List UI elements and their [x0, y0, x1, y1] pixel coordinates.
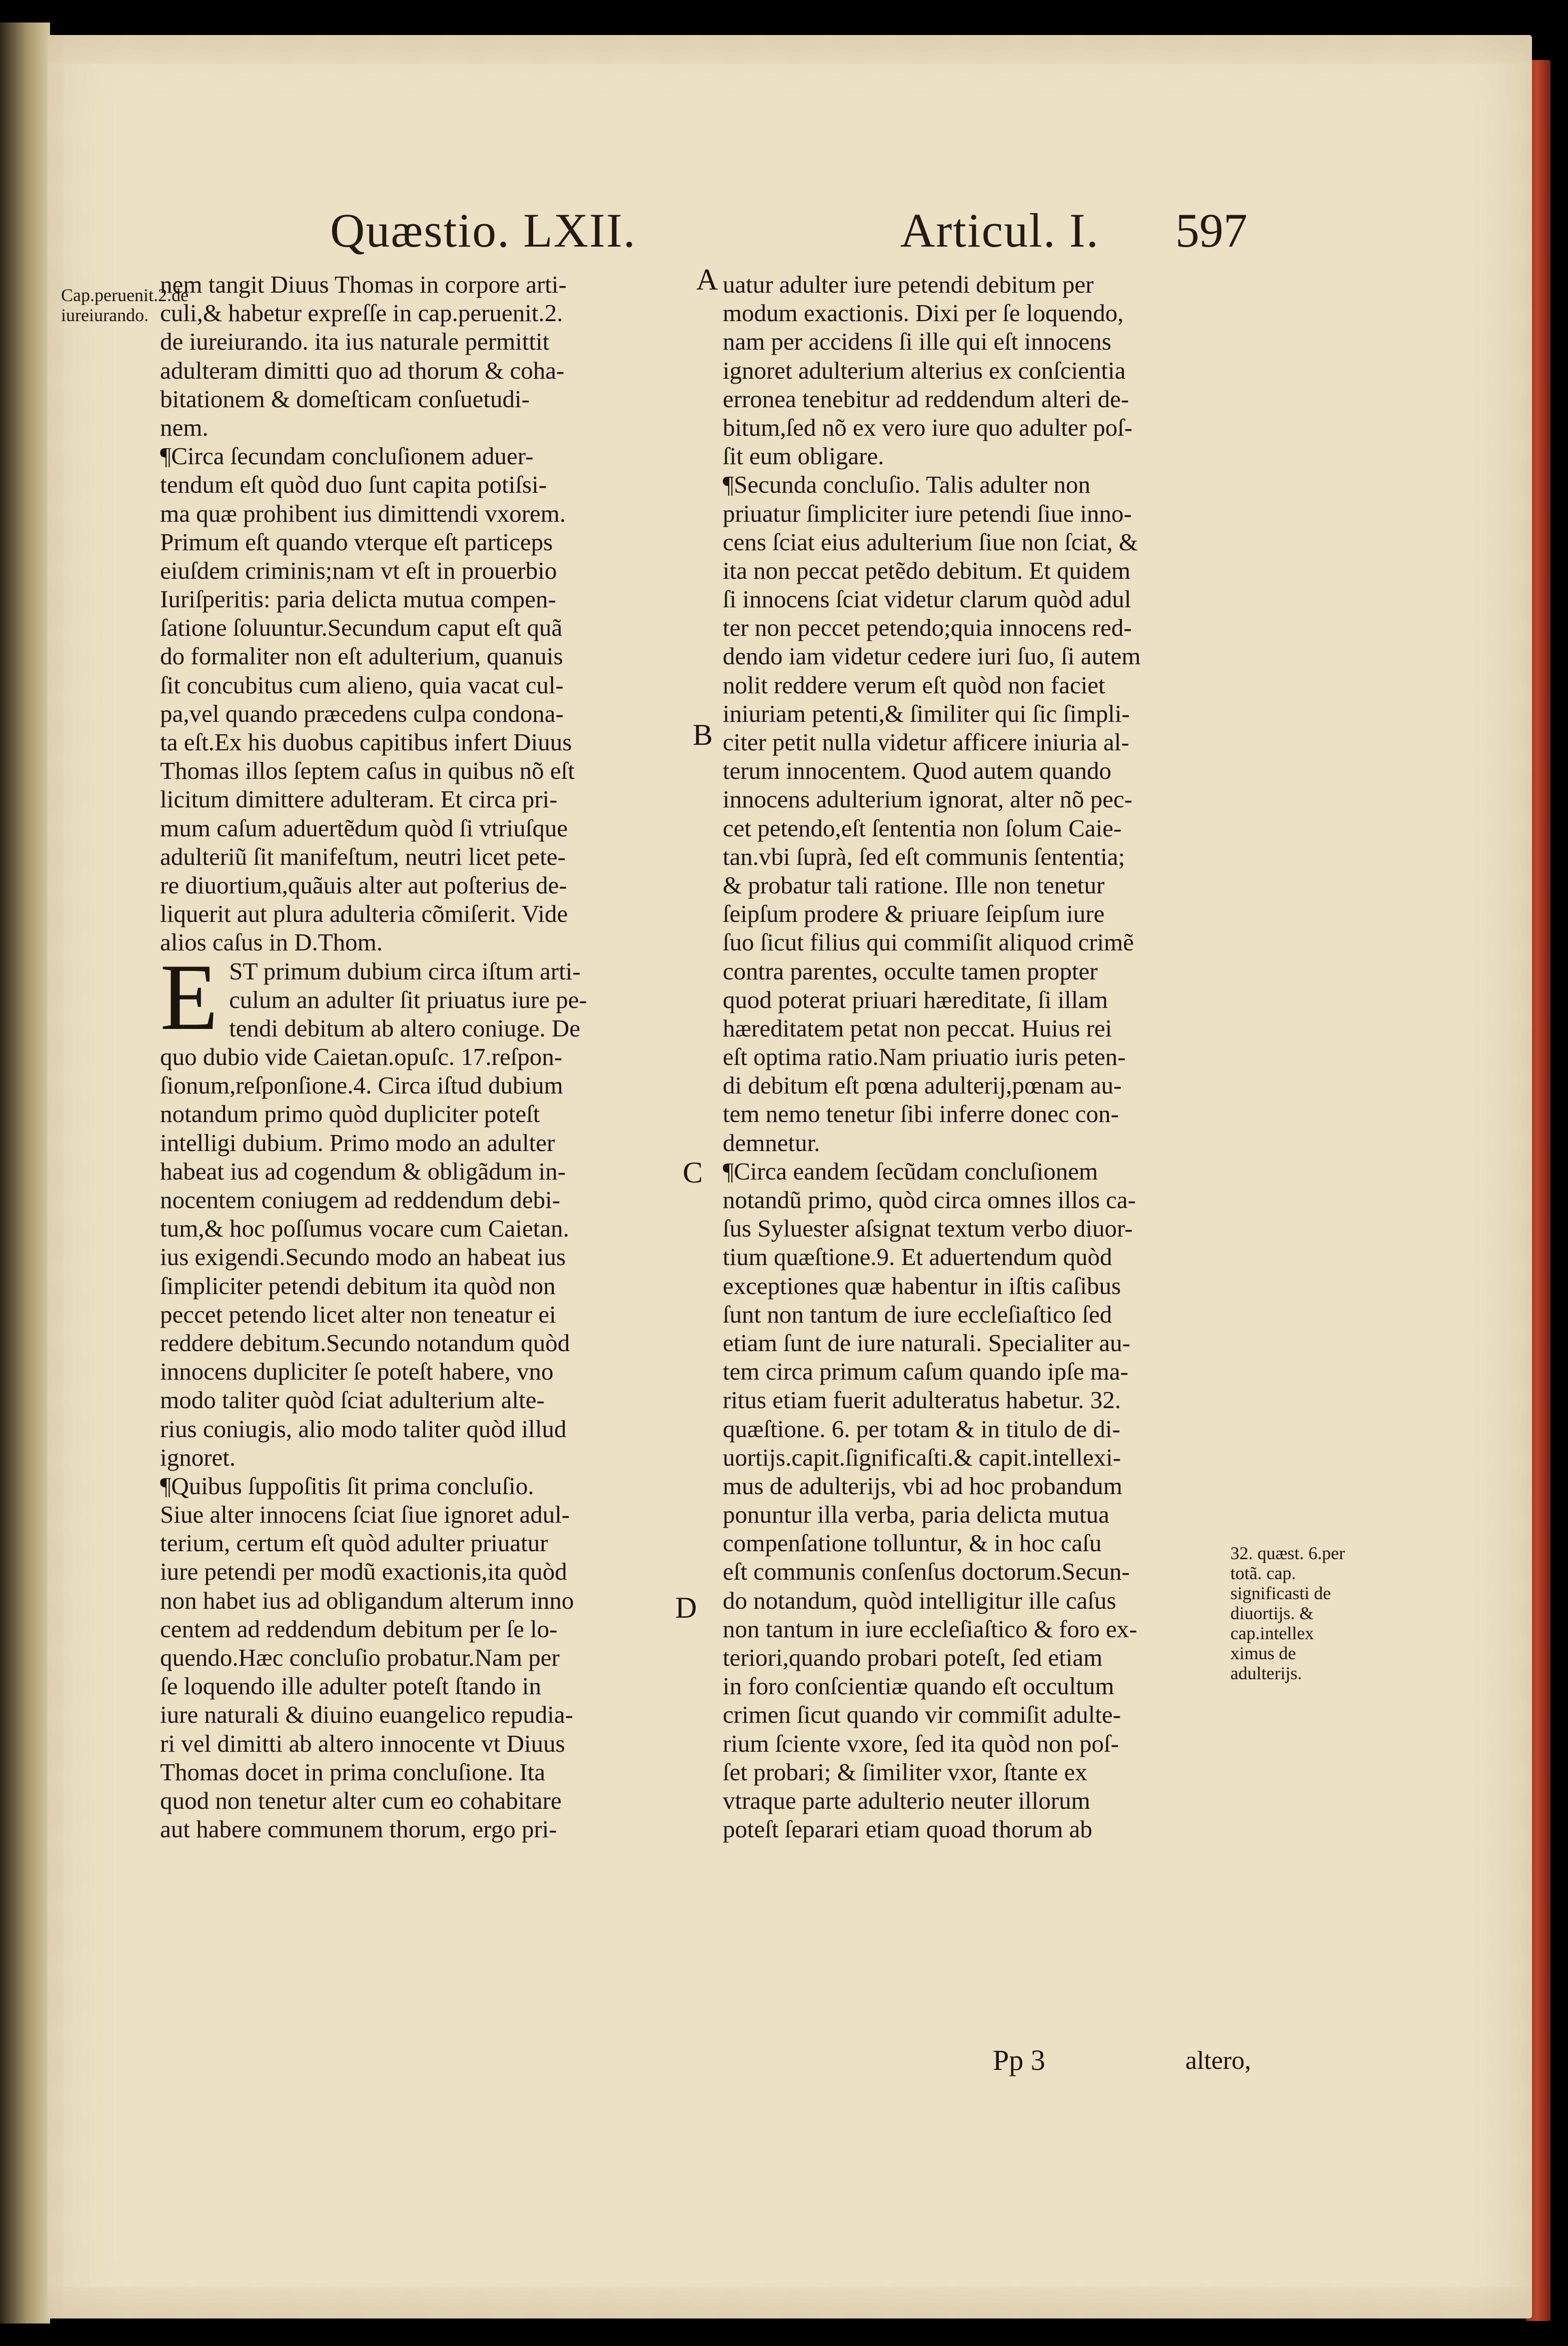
margin-note-left: Cap.peruenit.2.de iureiurando. [61, 285, 189, 325]
text-line: compenſatione tolluntur, & in hoc caſu [723, 1529, 1102, 1557]
text-line: cens ſciat eius adulterium ſiue non ſciat, & [723, 528, 1138, 556]
text-line: Siue alter innocens ſciat ſiue ignoret adul- [160, 1501, 570, 1529]
left-column-part2 [160, 944, 670, 1844]
text-line: hæreditatem petat non peccat. Huius rei [723, 1014, 1112, 1042]
text-line: Iuriſperitis: paria delicta mutua compen- [160, 585, 556, 613]
text-line: modo taliter quòd ſciat adulterium alte- [160, 1386, 545, 1414]
text-line: quo dubio vide Caietan.opuſc. 17.reſpon- [160, 1043, 563, 1071]
text-line: poteſt ſeparari etiam quoad thorum ab [723, 1815, 1092, 1843]
text-line: teriori,quando probari poteſt, ſed etiam [723, 1644, 1103, 1671]
text-line: iure petendi per modũ exactionis,ita quòd [160, 1558, 567, 1586]
text-line: ſunt non tantum de iure eccleſiaſtico ſed [723, 1300, 1112, 1328]
text-line: pa,vel quando præcedens culpa condona- [160, 699, 564, 727]
text-line: ri vel dimitti ab altero innocente vt Diuus [160, 1729, 565, 1757]
text-line: notandum primo quòd dupliciter poteſt [160, 1100, 540, 1128]
text-line: ¶Circa ſecundam concluſionem aduer- [160, 442, 534, 470]
text-line: iniuriam petenti,& ſimiliter qui ſic ſimpli- [723, 699, 1130, 727]
text-line: innocens dupliciter ſe poteſt habere, vno [160, 1358, 554, 1386]
text-line: ſionum,reſponſione.4. Circa iſtud dubium [160, 1071, 563, 1099]
text-line: ma quæ prohibent ius dimittendi vxorem. [160, 499, 566, 527]
text-line: vtraque parte adulterio neuter illorum [723, 1786, 1090, 1814]
text-line: bitum,ſed nõ ex vero iure quo adulter poſ- [723, 413, 1133, 441]
text-line: ius exigendi.Secundo modo an habeat ius [160, 1243, 566, 1271]
left-page-edge [0, 23, 50, 2323]
text-line: ta eſt.Ex his duobus capitibus infert Diuus [160, 728, 572, 756]
text-line: cet petendo,eſt ſententia non ſolum Caie- [723, 814, 1122, 842]
text-line: de iureiurando. ita ius naturale permittit [160, 328, 550, 356]
text-line: eſt optima ratio.Nam priuatio iuris peten- [723, 1043, 1126, 1071]
text-line: ¶Secunda concluſio. Talis adulter non [723, 471, 1090, 499]
text-line: quod poterat priuari hæreditate, ſi illam [723, 985, 1108, 1013]
text-line: ſimpliciter petendi debitum ita quòd non [160, 1272, 556, 1300]
text-line: mum caſum aduertẽdum quòd ſi vtriuſque [160, 814, 568, 842]
right-column [723, 270, 1235, 1843]
text-line: citer petit nulla videtur afficere iniuria al- [723, 728, 1129, 756]
text-line: terum innocentem. Quod autem quando [723, 757, 1111, 785]
text-line: in foro conſcientiæ quando eſt occultum [723, 1672, 1114, 1700]
text-line: ſit eum obligare. [723, 442, 884, 470]
text-line: eiuſdem criminis;nam vt eſt in prouerbio [160, 556, 557, 584]
text-line: uatur adulter iure petendi debitum per [723, 271, 1094, 298]
text-line: habeat ius ad cogendum & obligãdum in- [160, 1157, 566, 1185]
section-letter-a: A [696, 263, 718, 296]
text-line: Thomas docet in prima concluſione. Ita [160, 1758, 546, 1786]
margin-note-right: 32. quæst. 6.per totã. cap. significasti de diuortijs. & cap.intellex ximus de adulterijs. [1230, 1543, 1345, 1683]
page-number: 597 [1175, 204, 1247, 257]
text-line: tum,& hoc poſſumus vocare cum Caietan. [160, 1215, 569, 1243]
text-line: tem nemo tenetur ſibi inferre donec con- [723, 1100, 1119, 1128]
header-right: Articul. I. [900, 204, 1099, 257]
text-line: di debitum eſt pœna adulterij,pœnam au- [723, 1071, 1122, 1099]
text-line: uortijs.capit.ſignificaſti.& capit.intellexi- [723, 1443, 1121, 1471]
text-line: nem. [160, 413, 209, 441]
text-line: intelligi dubium. Primo modo an adulter [160, 1128, 555, 1156]
text-line: quendo.Hæc concluſio probatur.Nam per [160, 1644, 560, 1671]
text-line: non tantum in iure eccleſiaſtico & foro ex- [723, 1615, 1137, 1643]
text-line: crimen ſicut quando vir commiſit adulte- [723, 1701, 1121, 1729]
text-line: liquerit aut plura adulteria cõmiſerit. Vide [160, 900, 568, 928]
text-line: non habet ius ad obligandum alterum inno [160, 1586, 574, 1614]
text-line: mus de adulterijs, vbi ad hoc probandum [723, 1472, 1122, 1500]
right-column-text [723, 270, 1235, 1843]
text-line: ita non peccat petẽdo debitum. Et quidem [723, 556, 1131, 584]
text-line: alios caſus in D.Thom. [160, 928, 383, 956]
text-line: tan.vbi ſuprà, ſed eſt communis ſententia; [723, 842, 1125, 870]
text-line: tendi debitum ab altero coniuge. De [229, 1014, 581, 1042]
text-line: rius coniugis, alio modo taliter quòd illud [160, 1415, 567, 1443]
text-line: ritus etiam fuerit adulteratus habetur. 32. [723, 1386, 1121, 1414]
text-line: exceptiones quæ habentur in iſtis caſibus [723, 1272, 1121, 1300]
text-line: dendo iam videtur cedere iuri ſuo, ſi autem [723, 642, 1141, 670]
text-line: ST primum dubium circa iſtum arti- [229, 957, 581, 985]
text-line: peccet petendo licet alter non teneatur ei [160, 1300, 556, 1328]
text-line: Thomas illos ſeptem caſus in quibus nõ eſt [160, 757, 575, 785]
text-line: licitum dimittere adulteram. Et circa pri- [160, 785, 558, 813]
text-line: iure naturali & diuino euangelico repudia- [160, 1701, 573, 1729]
text-line: contra parentes, occulte tamen propter [723, 957, 1098, 985]
text-line: nolit reddere verum eſt quòd non faciet [723, 671, 1105, 699]
text-line: ſus Syluester aſsignat textum verbo diuor- [723, 1215, 1133, 1243]
text-line: tem circa primum caſum quando ipſe ma- [723, 1358, 1128, 1386]
text-line: ſuo ſicut filius qui commiſit aliquod crimẽ [723, 928, 1134, 956]
text-line: ſi innocens ſciat videtur clarum quòd adul [723, 585, 1131, 613]
catchword: altero, [1185, 2046, 1251, 2075]
text-line: ſit concubitus cum alieno, quia vacat cul- [160, 671, 564, 699]
text-line: priuatur ſimpliciter iure petendi ſiue inno- [723, 499, 1132, 527]
text-line: culum an adulter ſit priuatus iure pe- [229, 985, 587, 1013]
text-line: do notandum, quòd intelligitur ille caſus [723, 1586, 1116, 1614]
text-line: aut habere communem thorum, ergo pri- [160, 1815, 557, 1843]
left-column-part1 [160, 270, 670, 957]
text-line: notandũ primo, quòd circa omnes illos ca- [723, 1186, 1136, 1214]
text-line: culi,& habetur expreſſe in cap.peruenit.2. [160, 299, 563, 327]
section-letter-d: D [675, 1591, 697, 1624]
text-line: ignoret adulterium alterius ex conſcientia [723, 356, 1126, 384]
text-line: ignoret. [160, 1443, 236, 1471]
text-line: rium ſciente vxore, ſed ita quòd non poſ- [723, 1729, 1119, 1757]
text-line: ¶Circa eandem ſecũdam concluſionem [723, 1157, 1098, 1185]
text-line: reddere debitum.Secundo notandum quòd [160, 1329, 570, 1357]
initial-letter: E [160, 944, 219, 1050]
text-line: nam per accidens ſi ille qui eſt innocens [723, 328, 1111, 356]
text-line: erronea tenebitur ad reddendum alteri de- [723, 385, 1129, 413]
signature-mark: Pp 3 [993, 2044, 1045, 2076]
text-line: quod non tenetur alter cum eo cohabitare [160, 1786, 562, 1814]
running-header [0, 203, 1568, 263]
text-line: centem ad reddendum debitum per ſe lo- [160, 1615, 558, 1643]
section-letter-c: C [683, 1156, 703, 1189]
text-line: tendum eſt quòd duo ſunt capita potiſsi- [160, 471, 547, 499]
text-line: bitationem & domeſticam conſuetudi- [160, 385, 530, 413]
text-line: adulteram dimitti quo ad thorum & coha- [160, 356, 565, 384]
text-line: Primum eſt quando vterque eſt particeps [160, 528, 553, 556]
text-line: quæſtione. 6. per totam & in titulo de di- [723, 1415, 1120, 1443]
header-left: Quæstio. LXII. [330, 204, 636, 257]
text-line: re diuortium,quãuis alter aut poſterius de- [160, 871, 567, 899]
dubium-paragraph [160, 944, 670, 1844]
text-line: nem tangit Diuus Thomas in corpore arti- [160, 271, 567, 298]
text-line: adulteriũ ſit manifeſtum, neutri licet pete- [160, 842, 566, 870]
text-line: ſatione ſoluuntur.Secundum caput eſt quã [160, 614, 563, 642]
text-line: demnetur. [723, 1128, 820, 1156]
text-line: modum exactionis. Dixi per ſe loquendo, [723, 299, 1124, 327]
text-line: & probatur tali ratione. Ille non tenetur [723, 871, 1105, 899]
text-line: terium, certum eſt quòd adulter priuatur [160, 1529, 548, 1557]
section-letter-b: B [693, 718, 713, 751]
text-line: do formaliter non eſt adulterium, quanuis [160, 642, 563, 670]
text-line: ponuntur illa verba, paria delicta mutua [723, 1501, 1109, 1529]
text-line: ¶Quibus ſuppoſitis ſit prima concluſio. [160, 1472, 534, 1500]
left-column [160, 270, 670, 1843]
text-line: etiam ſunt de iure naturali. Specialiter au- [723, 1329, 1130, 1357]
text-line: ſeipſum prodere & priuare ſeipſum iure [723, 900, 1105, 928]
text-line: tium quæſtione.9. Et aduertendum quòd [723, 1243, 1112, 1271]
text-line: ſe loquendo ille adulter poteſt ſtando in [160, 1672, 542, 1700]
text-line: eſt communis conſenſus doctorum.Secun- [723, 1558, 1130, 1586]
text-line: nocentem coniugem ad reddendum debi- [160, 1186, 561, 1214]
text-line: ter non peccet petendo;quia innocens red- [723, 614, 1132, 642]
text-line: ſet probari; & ſimiliter vxor, ſtante ex [723, 1758, 1087, 1786]
text-line: innocens adulterium ignorat, alter nõ pec- [723, 785, 1133, 813]
